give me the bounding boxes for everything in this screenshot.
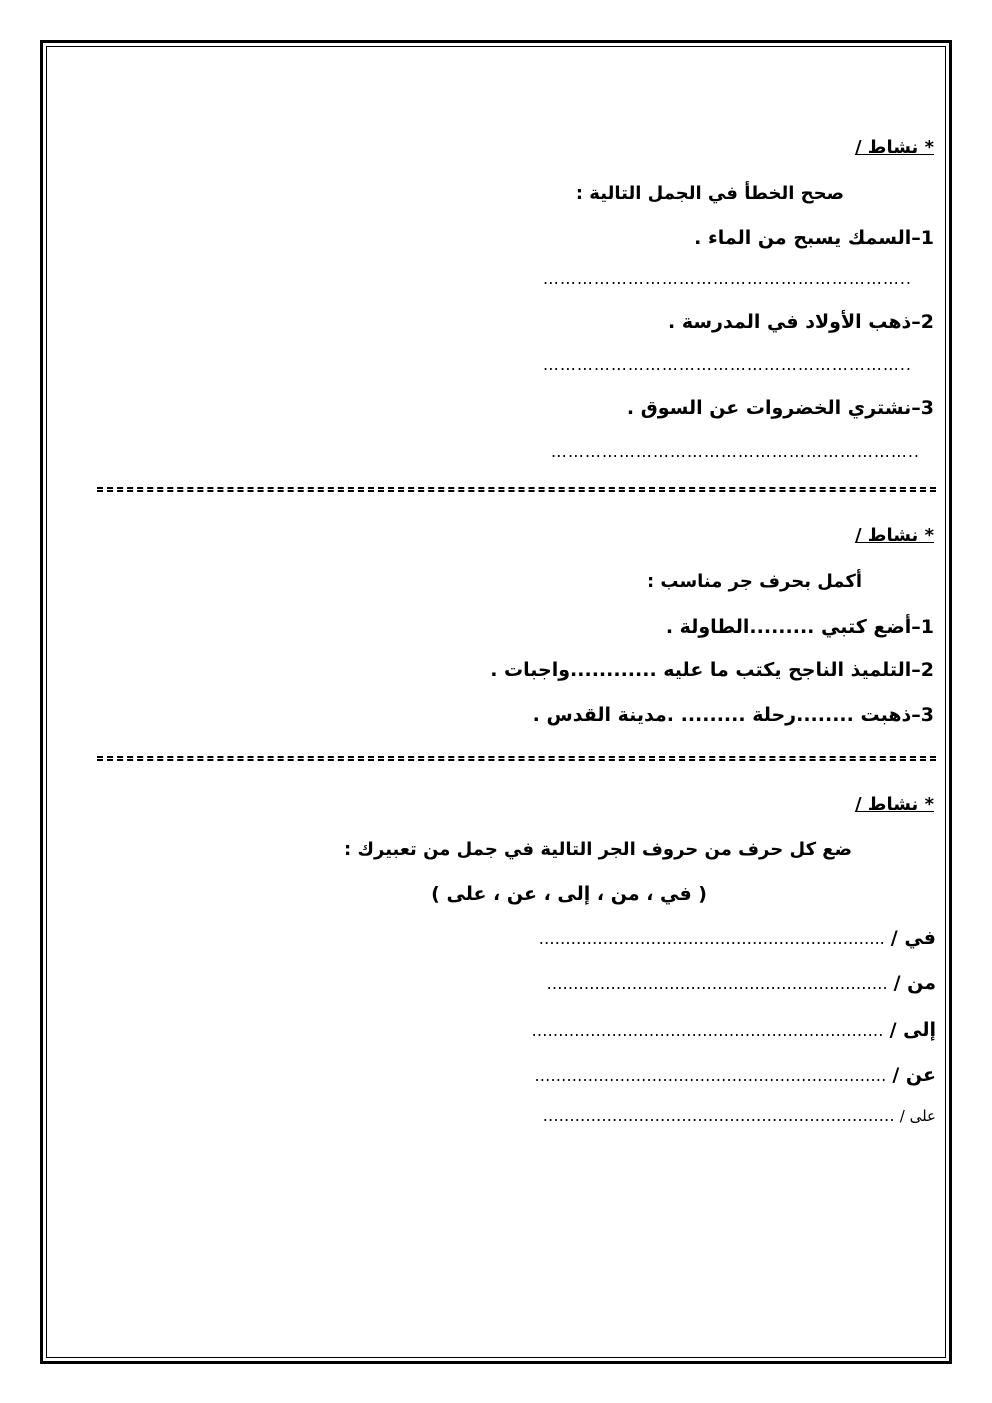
section3-line-1 xyxy=(539,929,936,948)
section3-heading: * نشاط / xyxy=(854,794,934,815)
answer-dots: ………………………………………………………. xyxy=(546,974,888,993)
item-text: –نشتري الخضروات عن السوق . xyxy=(626,397,921,419)
item-number: 3 xyxy=(920,397,934,419)
section2-heading: * نشاط / xyxy=(854,525,934,546)
item-number: 1 xyxy=(920,616,934,638)
line-label: عن / xyxy=(892,1064,936,1086)
section3-line-4 xyxy=(534,1066,936,1085)
item-text: –ذهب الأولاد في المدرسة . xyxy=(668,311,921,333)
section-separator xyxy=(97,756,936,761)
section2-item-2 xyxy=(490,661,934,680)
answer-line-3: ……………………………………………………….. xyxy=(550,442,920,461)
section1-instruction: صحح الخطأ في الجمل التالية : xyxy=(575,183,844,204)
item-text: –ذهبت ........رحلة ......... .مدينة القدس . xyxy=(532,704,921,726)
line-label: على / xyxy=(899,1107,936,1125)
section1-item-3 xyxy=(627,399,934,418)
item-number: 3 xyxy=(920,704,934,726)
answer-line-2: ……………………………………………………….. xyxy=(542,355,912,374)
section-separator xyxy=(97,487,936,492)
answer-dots: ……………………………………………………….. xyxy=(538,929,885,948)
section1-heading: * نشاط / xyxy=(854,137,934,158)
line-label: من / xyxy=(893,972,936,994)
item-text: –السمك يسبح من الماء . xyxy=(694,227,921,249)
section3-line-3 xyxy=(532,1021,936,1040)
answer-dots: ………………………………………………………… xyxy=(542,1106,895,1125)
answer-line-1: ……………………………………………………….. xyxy=(542,269,912,288)
section2-item-1 xyxy=(666,618,934,637)
line-label: إلى / xyxy=(889,1019,936,1041)
line-label: في / xyxy=(890,927,936,949)
item-number: 2 xyxy=(920,659,934,681)
section1-item-1 xyxy=(694,229,934,248)
item-number: 1 xyxy=(920,227,934,249)
item-text: –أضع كتبي .........الطاولة . xyxy=(665,616,921,638)
section2-item-3 xyxy=(533,706,934,725)
section3-line-2 xyxy=(546,974,936,993)
section3-instruction: ضع كل حرف من حروف الجر التالية في جمل من تعبيرك : xyxy=(344,839,852,860)
section1-item-2 xyxy=(668,313,934,332)
section3-line-5 xyxy=(543,1108,936,1124)
section2-instruction: أكمل بحرف جر مناسب : xyxy=(646,571,862,592)
item-text: –التلميذ الناجح يكتب ما عليه ............واجبات . xyxy=(490,659,921,681)
answer-dots: ………………………………………………………… xyxy=(531,1021,884,1040)
item-number: 2 xyxy=(920,311,934,333)
answer-dots: ………………………………………………………… xyxy=(534,1066,887,1085)
section3-letters-list: ( في ، من ، إلى ، عن ، على ) xyxy=(431,883,707,905)
